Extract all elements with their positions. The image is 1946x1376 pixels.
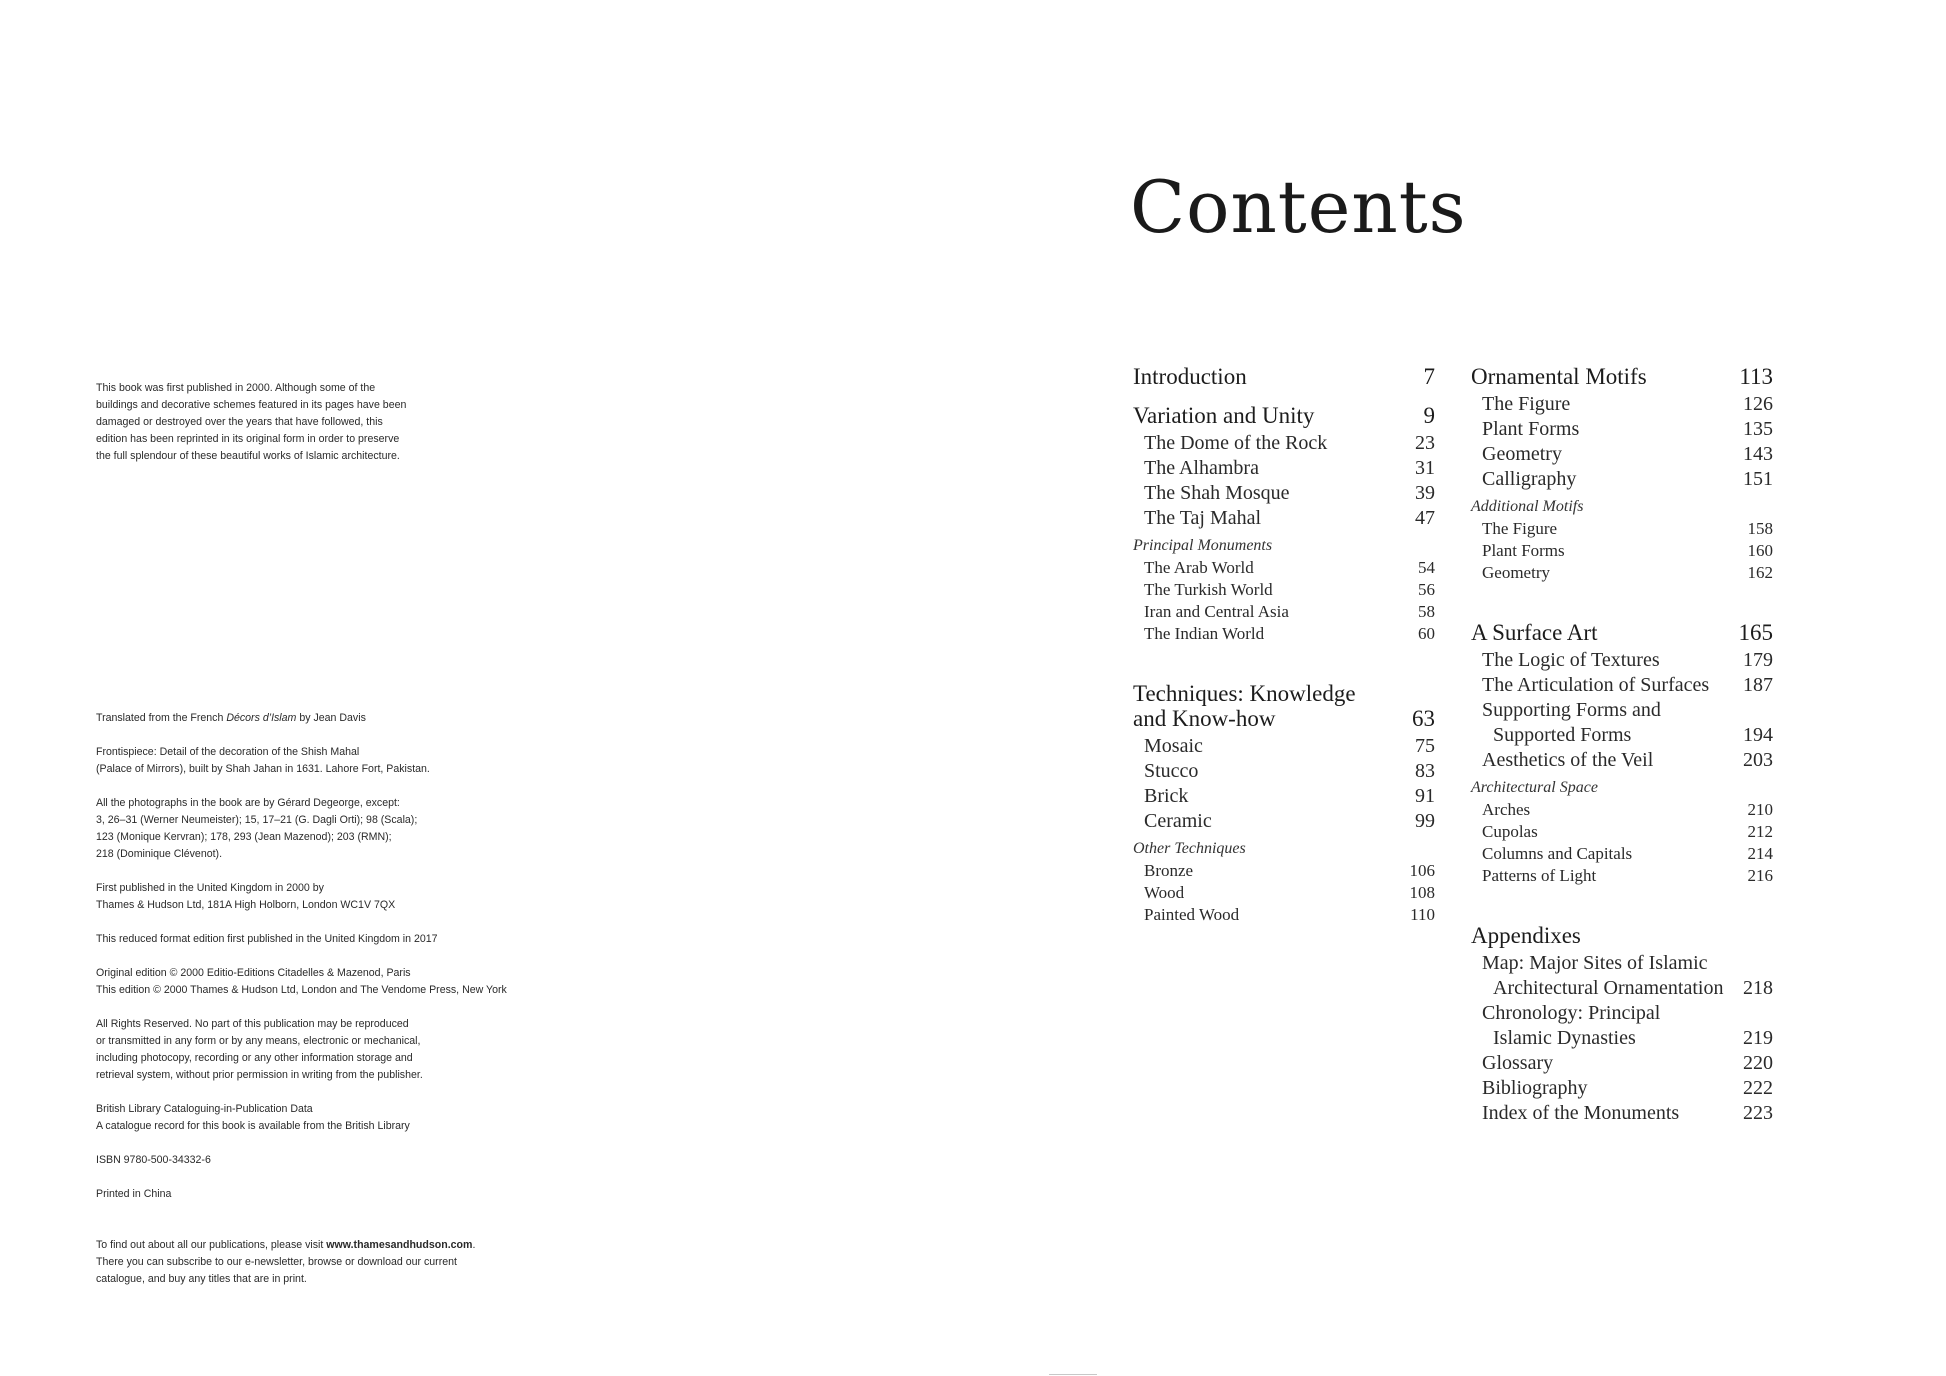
toc-entry-text: Glossary xyxy=(1482,1052,1554,1074)
reduced-format-line: This reduced format edition first published in the United Kingdom in 2017 xyxy=(96,933,438,945)
toc-page-number: 56 xyxy=(1418,580,1435,599)
toc-subentry-title: Bronze xyxy=(1144,861,1194,880)
original-title: Décors d’Islam xyxy=(226,712,297,724)
toc-entry-text: Stucco xyxy=(1144,760,1199,782)
toc-entry[interactable] xyxy=(1133,456,1435,481)
toc-entry-title xyxy=(1144,759,1198,784)
toc-part-title: A Surface Art xyxy=(1471,620,1598,645)
toc-subentry-title: Columns and Capitals xyxy=(1482,844,1633,863)
toc-entry-title xyxy=(1144,456,1259,481)
toc-entry-text: The Dome of the Rock xyxy=(1144,432,1328,454)
toc-page-number: 160 xyxy=(1747,541,1773,560)
toc-subentry[interactable] xyxy=(1471,821,1773,843)
toc-page-number: 23 xyxy=(1415,432,1435,454)
toc-entry-text: Brick xyxy=(1144,785,1189,807)
toc-entry-title xyxy=(1482,951,1723,1001)
toc-entry-title xyxy=(1144,481,1290,506)
notice-line: buildings and decorative schemes featured in its pages have been xyxy=(96,399,407,411)
notice-line: the full splendour of these beautiful works of Islamic architecture. xyxy=(96,450,400,462)
toc-page-number: 179 xyxy=(1743,649,1773,671)
toc-subentry[interactable] xyxy=(1471,518,1773,540)
toc-entry-text: Geometry xyxy=(1482,443,1562,465)
toc-page-number: 126 xyxy=(1743,393,1773,415)
rights-line: or transmitted in any form or by any means, electronic or mechanical, xyxy=(96,1035,421,1047)
toc-entry-title xyxy=(1482,673,1709,698)
toc-entry-continuation: Architectural Ornamentation xyxy=(1493,977,1724,999)
toc-entry-title xyxy=(1482,417,1579,442)
toc-entry-text: Chronology: Principal xyxy=(1482,1002,1661,1024)
photo-credit-line: 3, 26–31 (Werner Neumeister); 15, 17–21 (G. Dagli Orti); 98 (Scala); xyxy=(96,814,418,826)
toc-entry[interactable] xyxy=(1133,506,1435,531)
toc-entry[interactable] xyxy=(1133,734,1435,759)
toc-page-number: 143 xyxy=(1743,443,1773,465)
toc-page-number: 110 xyxy=(1410,905,1435,924)
toc-page-number: 58 xyxy=(1418,602,1435,621)
toc-page-number: 7 xyxy=(1423,364,1435,389)
toc-entry-title xyxy=(1144,734,1203,759)
toc-page-number: 214 xyxy=(1747,844,1773,863)
toc-subentry-title: The Arab World xyxy=(1144,558,1254,577)
toc-page-number: 162 xyxy=(1747,563,1773,582)
toc-page-number: 108 xyxy=(1409,883,1435,902)
toc-entry-text: Supporting Forms and xyxy=(1482,699,1661,721)
toc-part-heading[interactable] xyxy=(1133,681,1435,731)
toc-entry[interactable] xyxy=(1133,759,1435,784)
toc-subentry-title: The Indian World xyxy=(1144,624,1265,643)
toc-entry-title xyxy=(1482,1076,1588,1101)
toc-entry-text: Map: Major Sites of Islamic xyxy=(1482,952,1708,974)
toc-entry-text: The Taj Mahal xyxy=(1144,507,1262,529)
toc-entry-title xyxy=(1482,392,1570,417)
photo-credit-line: All the photographs in the book are by Gérard Degeorge, except: xyxy=(96,797,400,809)
toc-column-right xyxy=(1471,364,1773,1140)
toc-entry[interactable] xyxy=(1471,698,1773,748)
notice-line: damaged or destroyed over the years that have followed, this xyxy=(96,416,383,428)
toc-entry[interactable] xyxy=(1471,951,1773,1001)
toc-entry-title xyxy=(1482,1101,1679,1126)
toc-page-number: 165 xyxy=(1738,620,1773,645)
toc-page-number: 218 xyxy=(1743,977,1773,999)
toc-subentry-title: Arches xyxy=(1482,800,1531,819)
toc-entry-continuation: Supported Forms xyxy=(1493,724,1632,746)
toc-part xyxy=(1133,681,1435,926)
toc-entry[interactable] xyxy=(1133,431,1435,456)
toc-entry-text: The Articulation of Surfaces xyxy=(1482,674,1710,696)
toc-page-number: 47 xyxy=(1415,507,1435,529)
toc-entry-text: Mosaic xyxy=(1144,735,1203,757)
toc-page-number: 60 xyxy=(1418,624,1435,643)
toc-entry-title xyxy=(1482,467,1576,492)
publisher-line: First published in the United Kingdom in 2000 by xyxy=(96,882,324,894)
imprint-details xyxy=(96,710,516,1288)
toc-entry-title xyxy=(1144,431,1327,456)
toc-page-number: 31 xyxy=(1415,457,1435,479)
toc-subsection-heading: Architectural Space xyxy=(1471,779,1598,796)
toc-subentry-title: The Turkish World xyxy=(1144,580,1273,599)
toc-entry-text: Calligraphy xyxy=(1482,468,1577,490)
toc-entry-title xyxy=(1144,784,1188,809)
website-link[interactable]: www.thamesandhudson.com xyxy=(326,1239,473,1251)
frontispiece-line: (Palace of Mirrors), built by Shah Jahan in 1631. Lahore Fort, Pakistan. xyxy=(96,763,430,775)
toc-entry-text: The Shah Mosque xyxy=(1144,482,1290,504)
toc-subentry[interactable] xyxy=(1471,843,1773,865)
toc-entry[interactable] xyxy=(1133,784,1435,809)
toc-page-number: 194 xyxy=(1743,724,1773,746)
toc-page-number: 220 xyxy=(1743,1052,1773,1074)
toc-page-number: 219 xyxy=(1743,1027,1773,1049)
toc-subsection-heading: Additional Motifs xyxy=(1471,498,1584,515)
toc-page-number: 106 xyxy=(1409,861,1435,880)
toc-part xyxy=(1471,364,1773,584)
toc-entry-title xyxy=(1482,648,1660,673)
copyright-line: This edition © 2000 Thames & Hudson Ltd, London and The Vendome Press, New York xyxy=(96,984,507,996)
toc-entry[interactable] xyxy=(1133,809,1435,834)
toc-entry-continuation: Islamic Dynasties xyxy=(1493,1027,1636,1049)
toc-subentry-title: Wood xyxy=(1144,883,1185,902)
toc-page-number: 135 xyxy=(1743,418,1773,440)
page-edge-rule xyxy=(1049,1374,1097,1375)
toc-entry-text: Plant Forms xyxy=(1482,418,1580,440)
toc-page-number: 210 xyxy=(1747,800,1773,819)
photo-credit-line: 218 (Dominique Clévenot). xyxy=(96,848,223,860)
toc-entry-text: Aesthetics of the Veil xyxy=(1482,749,1654,771)
toc-subentry-title: Cupolas xyxy=(1482,822,1538,841)
toc-entry-title xyxy=(1482,1001,1660,1051)
toc-page-number: 216 xyxy=(1747,866,1773,885)
toc-page-number: 63 xyxy=(1412,706,1435,731)
toc-entry[interactable] xyxy=(1471,673,1773,698)
publisher-line: Thames & Hudson Ltd, 181A High Holborn, London WC1V 7QX xyxy=(96,899,396,911)
toc-page-number: 83 xyxy=(1415,760,1435,782)
toc-subentry-title: Painted Wood xyxy=(1144,905,1240,924)
toc-part xyxy=(1133,403,1435,645)
toc-part-heading[interactable] xyxy=(1471,923,1773,948)
toc-part xyxy=(1133,364,1435,389)
website-line: There you can subscribe to our e-newsletter, browse or download our current xyxy=(96,1256,457,1268)
toc-subentry[interactable] xyxy=(1133,579,1435,601)
toc-part-title: Appendixes xyxy=(1471,923,1581,948)
isbn: ISBN 9780-500-34332-6 xyxy=(96,1154,211,1166)
toc-page-number: 9 xyxy=(1423,403,1435,428)
toc-subentry[interactable] xyxy=(1133,557,1435,579)
imprint-notice xyxy=(96,380,536,465)
toc-subsection-heading: Principal Monuments xyxy=(1133,537,1273,554)
toc-page-number: 54 xyxy=(1418,558,1435,577)
toc-subentry-title: Geometry xyxy=(1482,563,1550,582)
frontispiece-line: Frontispiece: Detail of the decoration of the Shish Mahal xyxy=(96,746,360,758)
toc-entry-text: The Figure xyxy=(1482,393,1571,415)
toc-page-number: 39 xyxy=(1415,482,1435,504)
toc-page-number: 222 xyxy=(1743,1077,1773,1099)
toc-page-number: 113 xyxy=(1739,364,1773,389)
toc-entry[interactable] xyxy=(1471,648,1773,673)
toc-entry-text: The Alhambra xyxy=(1144,457,1259,479)
toc-entry[interactable] xyxy=(1471,467,1773,492)
toc-subentry[interactable] xyxy=(1133,601,1435,623)
toc-page-number: 203 xyxy=(1743,749,1773,771)
toc-subentry[interactable] xyxy=(1133,904,1435,926)
toc-entry-text: Index of the Monuments xyxy=(1482,1102,1680,1124)
toc-subentry[interactable] xyxy=(1471,799,1773,821)
toc-page-number: 212 xyxy=(1747,822,1773,841)
notice-line: edition has been reprinted in its original form in order to preserve xyxy=(96,433,400,445)
notice-line: This book was first published in 2000. Although some of the xyxy=(96,382,376,394)
toc-entry[interactable] xyxy=(1471,1101,1773,1126)
website-line: To find out about all our publications, please visit www.thamesandhudson.com. xyxy=(96,1239,476,1251)
rights-line: retrieval system, without prior permission in writing from the publisher. xyxy=(96,1069,423,1081)
toc-page-number: 151 xyxy=(1743,468,1773,490)
toc-page-number: 99 xyxy=(1415,810,1435,832)
toc-page-number: 158 xyxy=(1747,519,1773,538)
toc-part-heading[interactable] xyxy=(1471,620,1773,645)
toc-subentry[interactable] xyxy=(1133,882,1435,904)
toc-subsection-heading: Other Techniques xyxy=(1133,840,1246,857)
toc-subentry-title: Patterns of Light xyxy=(1482,866,1597,885)
toc-entry-text: Ceramic xyxy=(1144,810,1212,832)
rights-line: including photocopy, recording or any other information storage and xyxy=(96,1052,413,1064)
toc-page-number: 91 xyxy=(1415,785,1435,807)
toc-part xyxy=(1471,923,1773,1126)
rights-line: All Rights Reserved. No part of this publication may be reproduced xyxy=(96,1018,409,1030)
toc-entry-text: Bibliography xyxy=(1482,1077,1588,1099)
cip-line: British Library Cataloguing-in-Publication Data xyxy=(96,1103,313,1115)
copyright-line: Original edition © 2000 Editio-Editions Citadelles & Mazenod, Paris xyxy=(96,967,411,979)
toc-column-left xyxy=(1133,364,1435,940)
website-line: catalogue, and buy any titles that are in print. xyxy=(96,1273,307,1285)
toc-entry[interactable] xyxy=(1471,1001,1773,1051)
toc-entry-title xyxy=(1482,748,1653,773)
toc-subentry[interactable] xyxy=(1471,865,1773,887)
toc-subentry-title: Iran and Central Asia xyxy=(1144,602,1289,621)
page-title: Contents xyxy=(1130,165,1467,249)
toc-page-number: 187 xyxy=(1743,674,1773,696)
toc-subentry-title: The Figure xyxy=(1482,519,1558,538)
toc-entry-title xyxy=(1144,506,1261,531)
toc-subentry-title: Plant Forms xyxy=(1482,541,1565,560)
toc-entry[interactable] xyxy=(1471,1051,1773,1076)
toc-entry[interactable] xyxy=(1133,481,1435,506)
printed-in: Printed in China xyxy=(96,1188,172,1200)
cip-line: A catalogue record for this book is available from the British Library xyxy=(96,1120,410,1132)
toc-part-heading[interactable] xyxy=(1471,364,1773,389)
toc-subentry[interactable] xyxy=(1133,623,1435,645)
toc-part-title: Ornamental Motifs xyxy=(1471,364,1647,389)
toc-entry[interactable] xyxy=(1471,417,1773,442)
toc-page-number: 223 xyxy=(1743,1102,1773,1124)
photo-credit-line: 123 (Monique Kervran); 178, 293 (Jean Mazenod); 203 (RMN); xyxy=(96,831,392,843)
toc-part-heading[interactable] xyxy=(1133,364,1435,389)
toc-subentry[interactable] xyxy=(1471,562,1773,584)
toc-entry[interactable] xyxy=(1471,392,1773,417)
toc-entry-text: The Logic of Textures xyxy=(1482,649,1660,671)
translation-credit: Translated from the French Décors d’Islam by Jean Davis xyxy=(96,712,366,724)
toc-entry[interactable] xyxy=(1471,1076,1773,1101)
toc-part-heading[interactable] xyxy=(1133,403,1435,428)
toc-part-title: Introduction xyxy=(1133,364,1247,389)
toc-entry-title xyxy=(1144,809,1212,834)
toc-entry[interactable] xyxy=(1471,748,1773,773)
toc-part xyxy=(1471,620,1773,887)
toc-part-title: Techniques: Knowledge and Know-how xyxy=(1133,681,1356,731)
toc-part-title: Variation and Unity xyxy=(1133,403,1315,428)
toc-subentry[interactable] xyxy=(1133,860,1435,882)
toc-entry-title xyxy=(1482,442,1562,467)
toc-subentry[interactable] xyxy=(1471,540,1773,562)
toc-entry-title xyxy=(1482,1051,1553,1076)
toc-page-number: 75 xyxy=(1415,735,1435,757)
toc-entry-title xyxy=(1482,698,1661,748)
toc-entry[interactable] xyxy=(1471,442,1773,467)
